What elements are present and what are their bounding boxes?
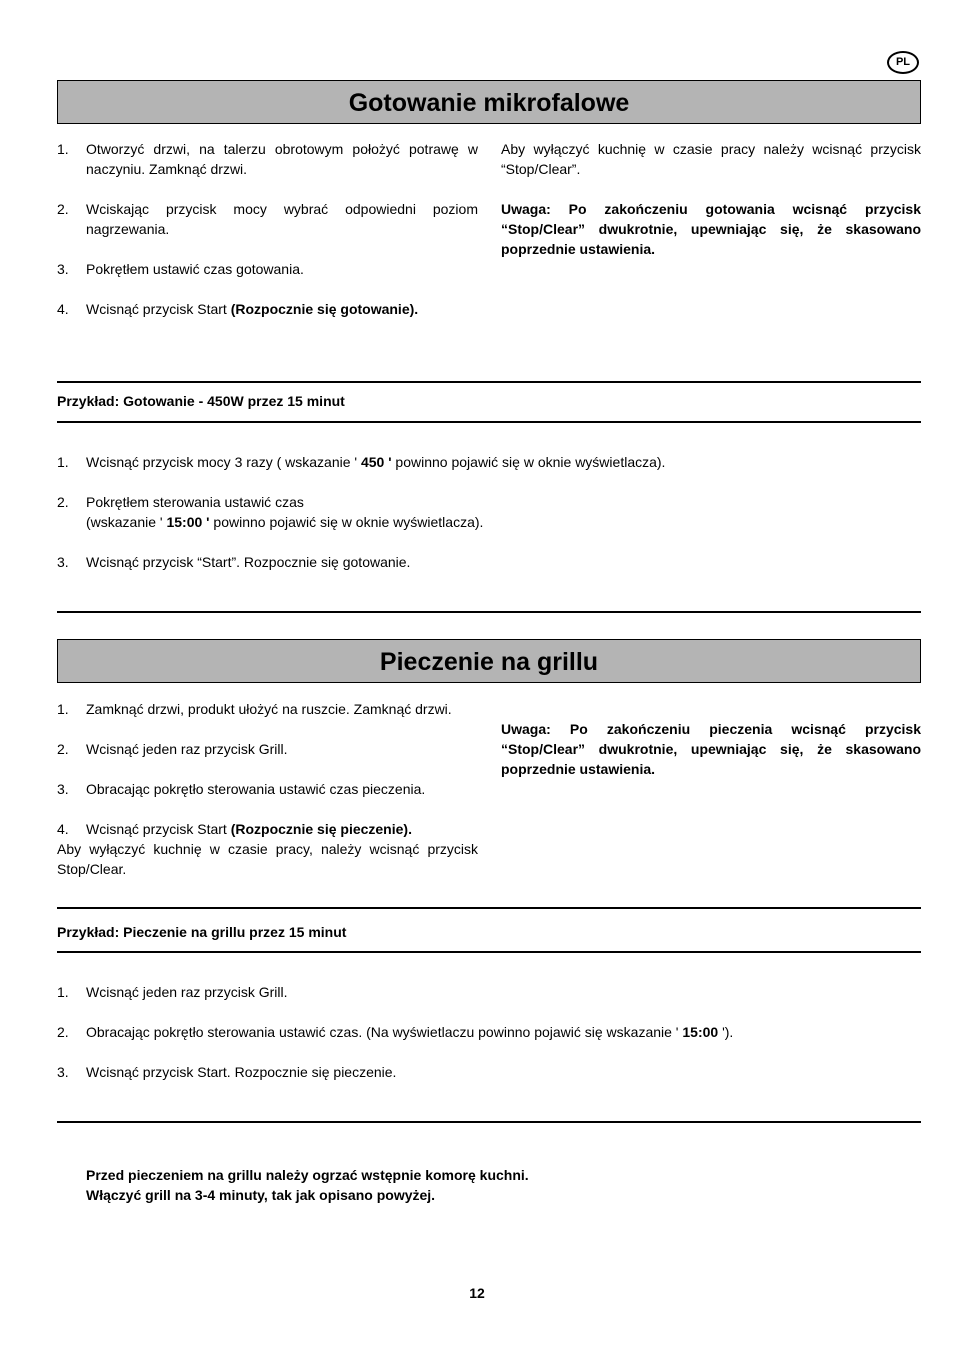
page-number: 12 bbox=[469, 1285, 485, 1301]
warning-note: Uwaga: Po zakończeniu pieczenia wcisnąć przycisk “Stop/Clear” dwukrotnie, upewniając się, że skasowano poprzednie ustawienia. bbox=[501, 721, 921, 777]
grill-steps bbox=[57, 699, 478, 879]
step-number: 1. bbox=[57, 984, 69, 1000]
list-item bbox=[57, 779, 478, 799]
step-text-bold: (Rozpocznie się gotowanie). bbox=[230, 301, 419, 317]
list-item bbox=[57, 259, 478, 279]
list-item bbox=[57, 299, 478, 319]
step-number: 2. bbox=[57, 494, 69, 510]
divider bbox=[57, 907, 921, 909]
step-number: 1. bbox=[57, 454, 69, 470]
preheat-note-line: Przed pieczeniem na grillu należy ogrzać wstępnie komorę kuchni. bbox=[86, 1167, 529, 1183]
example-title: Przykład: Gotowanie - 450W przez 15 minut bbox=[57, 393, 345, 409]
step-text: powinno pojawić się w oknie wyświetlacza). bbox=[209, 514, 484, 530]
list-item bbox=[57, 819, 478, 839]
display-value: 15:00 bbox=[682, 1024, 719, 1040]
grill-notes bbox=[501, 719, 921, 779]
step-number: 2. bbox=[57, 201, 69, 217]
step-text: Obracając pokrętło sterowania ustawić czas. (Na wyświetlaczu powinno pojawić się wskazanie ' bbox=[86, 1024, 683, 1040]
step-text: Zamknąć drzwi, produkt ułożyć na ruszcie. Zamknąć drzwi. bbox=[86, 701, 452, 717]
step-number: 2. bbox=[57, 741, 69, 757]
step-text: Wcisnąć przycisk Start bbox=[86, 301, 231, 317]
stop-instruction: Aby wyłączyć kuchnię w czasie pracy należy wcisnąć przycisk “Stop/Clear”. bbox=[501, 141, 921, 177]
display-value: 15:00 ' bbox=[166, 514, 210, 530]
list-item bbox=[57, 982, 921, 1002]
step-text: Wcisnąć przycisk Start bbox=[86, 821, 231, 837]
step-text: Obracając pokrętło sterowania ustawić czas pieczenia. bbox=[86, 781, 426, 797]
example-steps bbox=[57, 982, 921, 1082]
step-number: 1. bbox=[57, 701, 69, 717]
step-text-bold: (Rozpocznie się pieczenie). bbox=[230, 821, 412, 837]
step-number: 1. bbox=[57, 141, 69, 157]
step-number: 3. bbox=[57, 781, 69, 797]
list-item bbox=[57, 492, 921, 532]
example-steps bbox=[57, 452, 921, 572]
divider bbox=[57, 381, 921, 383]
list-item bbox=[57, 552, 921, 572]
step-text: Pokrętłem ustawić czas gotowania. bbox=[86, 261, 304, 277]
step-text: Wcisnąć przycisk “Start”. Rozpocznie się gotowanie. bbox=[86, 554, 411, 570]
step-text: powinno pojawić się w oknie wyświetlacza). bbox=[391, 454, 666, 470]
preheat-note bbox=[86, 1165, 529, 1205]
step-text: Wciskając przycisk mocy wybrać odpowiedni poziom nagrzewania. bbox=[86, 201, 478, 237]
list-item bbox=[57, 1022, 921, 1042]
example-title: Przykład: Pieczenie na grillu przez 15 minut bbox=[57, 924, 347, 940]
step-text: Pokrętłem sterowania ustawić czas bbox=[86, 494, 304, 510]
microwave-steps bbox=[57, 139, 478, 319]
step-number: 3. bbox=[57, 261, 69, 277]
step-text: Wcisnąć przycisk Start. Rozpocznie się pieczenie. bbox=[86, 1064, 397, 1080]
display-value: 450 ' bbox=[360, 454, 392, 470]
list-item bbox=[57, 139, 478, 179]
step-number: 3. bbox=[57, 1064, 69, 1080]
step-number: 4. bbox=[57, 821, 69, 837]
list-item bbox=[57, 199, 478, 239]
step-text: '). bbox=[718, 1024, 734, 1040]
step-text: (wskazanie ' bbox=[86, 514, 167, 530]
step-number: 2. bbox=[57, 1024, 69, 1040]
list-item bbox=[57, 1062, 921, 1082]
step-number: 4. bbox=[57, 301, 69, 317]
stop-instruction: Aby wyłączyć kuchnię w czasie pracy, należy wcisnąć przycisk Stop/Clear. bbox=[57, 841, 478, 877]
divider bbox=[57, 951, 921, 953]
section-title-microwave: Gotowanie mikrofalowe bbox=[57, 80, 921, 124]
section-title-grill: Pieczenie na grillu bbox=[57, 639, 921, 683]
step-text: Otworzyć drzwi, na talerzu obrotowym położyć potrawę w naczyniu. Zamknąć drzwi. bbox=[86, 141, 478, 177]
divider bbox=[57, 611, 921, 613]
language-badge: PL bbox=[887, 51, 919, 74]
list-item bbox=[57, 699, 478, 719]
list-item bbox=[57, 739, 478, 759]
divider bbox=[57, 421, 921, 423]
step-number: 3. bbox=[57, 554, 69, 570]
step-text: Wcisnąć jeden raz przycisk Grill. bbox=[86, 984, 288, 1000]
step-text: Wcisnąć jeden raz przycisk Grill. bbox=[86, 741, 288, 757]
list-item bbox=[57, 452, 921, 472]
step-text: Wcisnąć przycisk mocy 3 razy ( wskazanie ' bbox=[86, 454, 361, 470]
preheat-note-line: Włączyć grill na 3-4 minuty, tak jak opisano powyżej. bbox=[86, 1187, 436, 1203]
warning-note: Uwaga: Po zakończeniu gotowania wcisnąć przycisk “Stop/Clear” dwukrotnie, upewniając się, że skasowano poprzednie ustawienia. bbox=[501, 201, 921, 257]
divider bbox=[57, 1121, 921, 1123]
microwave-notes bbox=[501, 139, 921, 259]
